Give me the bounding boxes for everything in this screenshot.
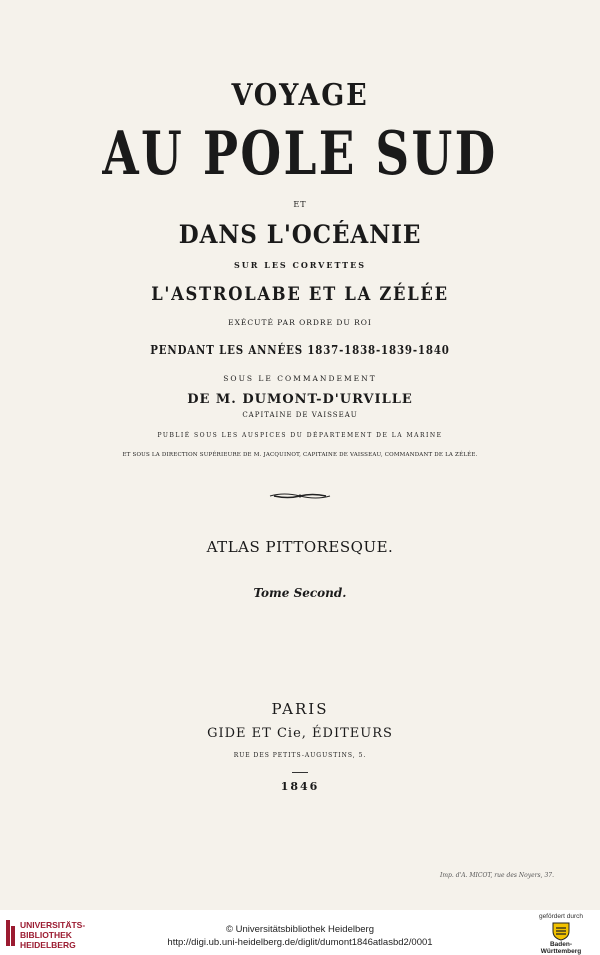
commander-name: DE M. DUMONT-D'URVILLE xyxy=(187,392,413,407)
ships-names: L'ASTROLABE ET LA ZÉLÉE xyxy=(151,283,449,305)
title-au-pole-sud: AU POLE SUD xyxy=(102,119,498,189)
direction-superieure: ET SOUS LA DIRECTION SUPÉRIEURE DE M. JACQUINOT, CAPITAINE DE VAISSEAU, COMMANDANT DE LA ZÉLÉE. xyxy=(122,452,478,458)
commander-rank: CAPITAINE DE VAISSEAU xyxy=(242,411,358,419)
library-logo-text: UNIVERSITÄTS- BIBLIOTHEK HEIDELBERG xyxy=(20,920,86,950)
funder-name: Baden-Württemberg xyxy=(540,941,582,955)
title-voyage: VOYAGE xyxy=(231,78,369,113)
tome-second: Tome Second. xyxy=(253,586,347,600)
publication-year: 1846 xyxy=(280,780,320,793)
sous-le-commandement: SOUS LE COMMANDEMENT xyxy=(223,374,377,383)
city-paris: PARIS xyxy=(271,700,329,718)
permalink-url[interactable]: http://digi.ub.uni-heidelberg.de/diglit/dumont1846atlasbd2/0001 xyxy=(167,937,433,948)
title-et: ET xyxy=(293,200,307,209)
copyright-notice: © Universitätsbibliothek Heidelberg xyxy=(226,924,374,935)
coat-of-arms-icon xyxy=(550,921,572,941)
execute-par-ordre: EXÉCUTÉ PAR ORDRE DU ROI xyxy=(228,318,372,327)
atlas-pittoresque: ATLAS PITTORESQUE. xyxy=(206,538,394,556)
publie-sous-auspices: PUBLIÉ SOUS LES AUSPICES DU DÉPARTEMENT DE LA MARINE xyxy=(157,432,443,439)
publisher: GIDE ET Cie, ÉDITEURS xyxy=(207,726,393,741)
publisher-address: RUE DES PETITS-AUGUSTINS, 5. xyxy=(233,752,367,759)
separator-dash xyxy=(292,772,308,773)
sur-les-corvettes: SUR LES CORVETTES xyxy=(234,260,366,270)
title-dans-oceanie: DANS L'OCÉANIE xyxy=(178,220,422,249)
funder-logo[interactable] xyxy=(530,913,592,953)
digitization-footer xyxy=(0,910,600,955)
ornament-divider-icon xyxy=(268,490,332,502)
funded-by-label: gefördert durch xyxy=(538,913,584,920)
printer-imprint: Imp. d'A. MICOT, rue des Noyers, 37. xyxy=(440,872,554,879)
years-line: PENDANT LES ANNÉES 1837-1838-1839-1840 xyxy=(150,343,450,357)
